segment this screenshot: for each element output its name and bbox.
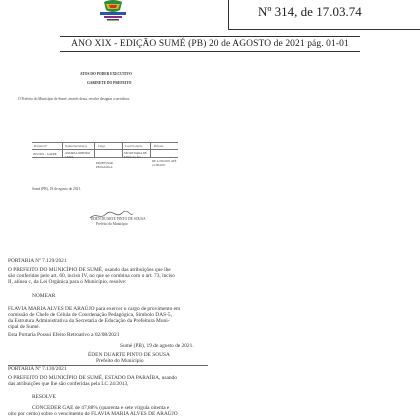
- portaria1-title: PORTARIA Nº 7.129/2021: [8, 258, 67, 264]
- portaria1-vigor: Esta Portaria Possui Efeito Retroativo a 02/08/2021: [8, 332, 120, 338]
- scan-signer-role: Prefeito do Município: [96, 222, 128, 226]
- th-portaria: Portaria Nº: [34, 144, 48, 148]
- td-portaria: 093/2021 - GAPRE: [33, 152, 57, 156]
- portaria2-resolve: RESOLVE: [32, 394, 56, 400]
- portaria1-signer: ÉDEN DUARTE PINTO DE SOUSA: [88, 352, 170, 358]
- scan-title: ATOS DO PODER EXECUTIVO: [80, 72, 132, 76]
- municipal-logo: [98, 0, 128, 22]
- td-cargo: PROFESSOR PEDAGOGA: [96, 161, 113, 169]
- scanned-document: [8, 55, 208, 265]
- td-periodo: DE 21/06/2021 ATÉ 21/08/2021: [152, 159, 177, 167]
- header-rule-bottom: [60, 51, 360, 52]
- th-cargo: Cargo: [98, 144, 106, 148]
- scan-table: [32, 142, 178, 176]
- scan-date: Sumé (PB), 18 de agosto de 2021.: [32, 187, 82, 191]
- edition-line: ANO XIX - EDIÇÃO SUMÉ (PB) 20 de AGOSTO de 2021 pág. 01-01: [71, 39, 349, 49]
- header-rule-top: [60, 36, 360, 37]
- portaria2-intro-2: das atribuições que lhe são conferidas pela LC 24/2013,: [8, 381, 129, 387]
- portaria1-body-2: comissão de Chefe de Célula de Coordenação Pedagógica, Símbolo DAS-5,: [8, 312, 172, 318]
- th-nome: Nome/Servidor(a): [65, 144, 87, 148]
- th-periodo: Período: [154, 144, 164, 148]
- portaria1-body-4: cipal de Sumé.: [8, 324, 40, 330]
- portaria1-intro-2: são conferidas pelo art. 60, inciso IV, no que se combina com o art. 73, inciso: [8, 273, 175, 279]
- portaria1-date: Sumé (PB), 19 de agosto de 2021.: [120, 343, 194, 349]
- portaria1-intro-1: O PREFEITO DO MUNICÍPIO DE SUMÉ, usando das atribuições que lhe: [8, 267, 171, 273]
- scan-subtitle: GABINETE DO PREFEITO: [87, 81, 132, 85]
- portaria1-body-1: FLAVIA MARIA ALVES DE ARAÚJO para exercer o cargo de provimento em: [8, 306, 181, 312]
- portaria1-intro-3: II, alínea c, da Lei Orgânica para o Município, resolve:: [8, 279, 127, 285]
- law-reference: Nº 314, de 17.03.74: [258, 4, 362, 19]
- th-local: Local/Lotação: [125, 144, 143, 148]
- portaria1-nomear: NOMEAR: [32, 293, 56, 299]
- scan-lead: O Prefeito do Município de Sumé, através desta, resolve designar a servidora:: [18, 97, 130, 101]
- scan-signer-name: ÉDEN DUARTE PINTO DE SOUSA: [91, 217, 146, 221]
- portaria2-body-2: oito por cento) sobre o vencimento de FLAVIA MARIA ALVES DE ARAÚJO: [8, 411, 178, 417]
- portaria2-title: PORTARIA Nº 7.130/2021: [8, 366, 67, 372]
- td-nome: ANDREA RIBEIRO LEITE: [65, 151, 91, 159]
- portaria2-intro-1: O PREFEITO DO MUNICÍPIO DE SUMÉ, ESTADO DA PARAÍBA, usando: [8, 375, 177, 381]
- portaria1-body-3: da Estrutura Administrativa da Secretaria de Educação da Prefeitura Muni-: [8, 318, 170, 324]
- portaria1-signer-role: Prefeito do Município: [96, 358, 144, 364]
- portaria2-body-1: CONCEDER GAE de 47,88% (quarenta e sete vírgula oitenta e: [32, 405, 170, 411]
- td-local: SECRETARIA DE EDUCAÇÃO: [124, 151, 147, 159]
